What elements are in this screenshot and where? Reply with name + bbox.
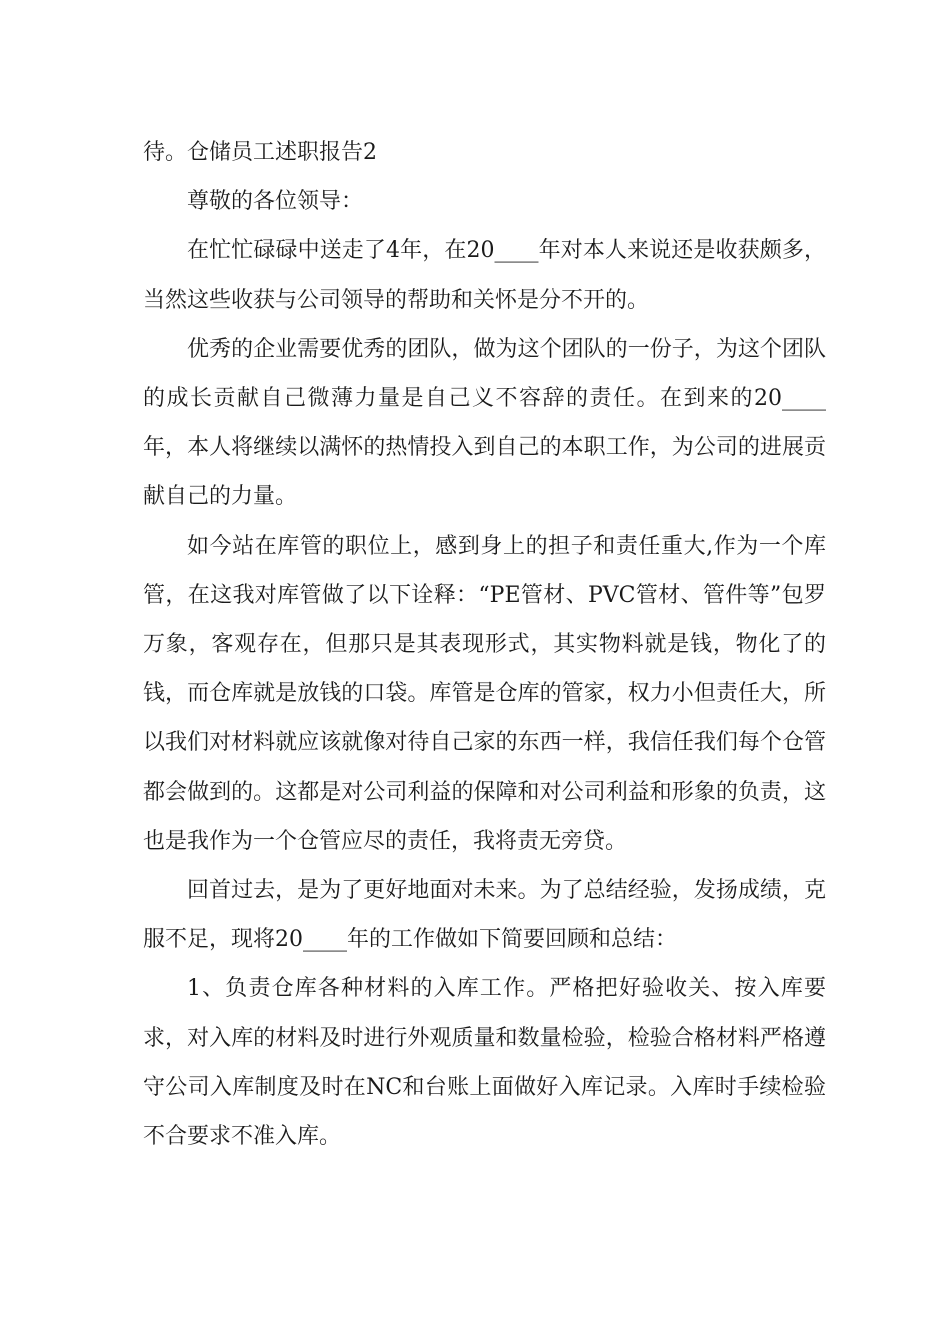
- paragraph-review: 回首过去，是为了更好地面对未来。为了总结经验，发扬成绩，克服不足，现将20____年的工作做如下简要回顾和总结：: [143, 878, 826, 953]
- document-body: [143, 128, 826, 1161]
- paragraph-team: 优秀的企业需要优秀的团队，做为这个团队的一份子，为这个团队的成长贡献自己微薄力量是自己义不容辞的责任。在到来的20____年，本人将继续以满怀的热情投入到自己的本职工作，为公司的进展贡献自己的力量。: [143, 336, 826, 510]
- paragraph-intro: 在忙忙碌碌中送走了4年，在20____年对本人来说还是收获颇多，当然这些收获与公司领导的帮助和关怀是分不开的。: [143, 238, 826, 313]
- paragraph-salutation: 尊敬的各位领导：: [187, 189, 364, 215]
- paragraph-item-1: 1、负责仓库各种材料的入库工作。严格把好验收关、按入库要求，对入库的材料及时进行外观质量和数量检验，检验合格材料严格遵守公司入库制度及时在NC和台账上面做好入库记录。入库时手续检验不合要求不准入库。: [143, 976, 826, 1150]
- paragraph-role: 如今站在库管的职位上，感到身上的担子和责任重大,作为一个库管，在这我对库管做了以下诠释：“PE管材、PVC管材、管件等”包罗万象，客观存在，但那只是其表现形式，其实物料就是钱，物化了的钱，而仓库就是放钱的口袋。库管是仓库的管家，权力小但责任大，所以我们对材料就应该就像对待自己家的东西一样，我信任我们每个仓管都会做到的。这都是对公司利益的保障和对公司利益和形象的负责，这也是我作为一个仓管应尽的责任，我将责无旁贷。: [143, 533, 826, 854]
- paragraph-report-title-line: 待。仓储员工述职报告2: [143, 140, 377, 165]
